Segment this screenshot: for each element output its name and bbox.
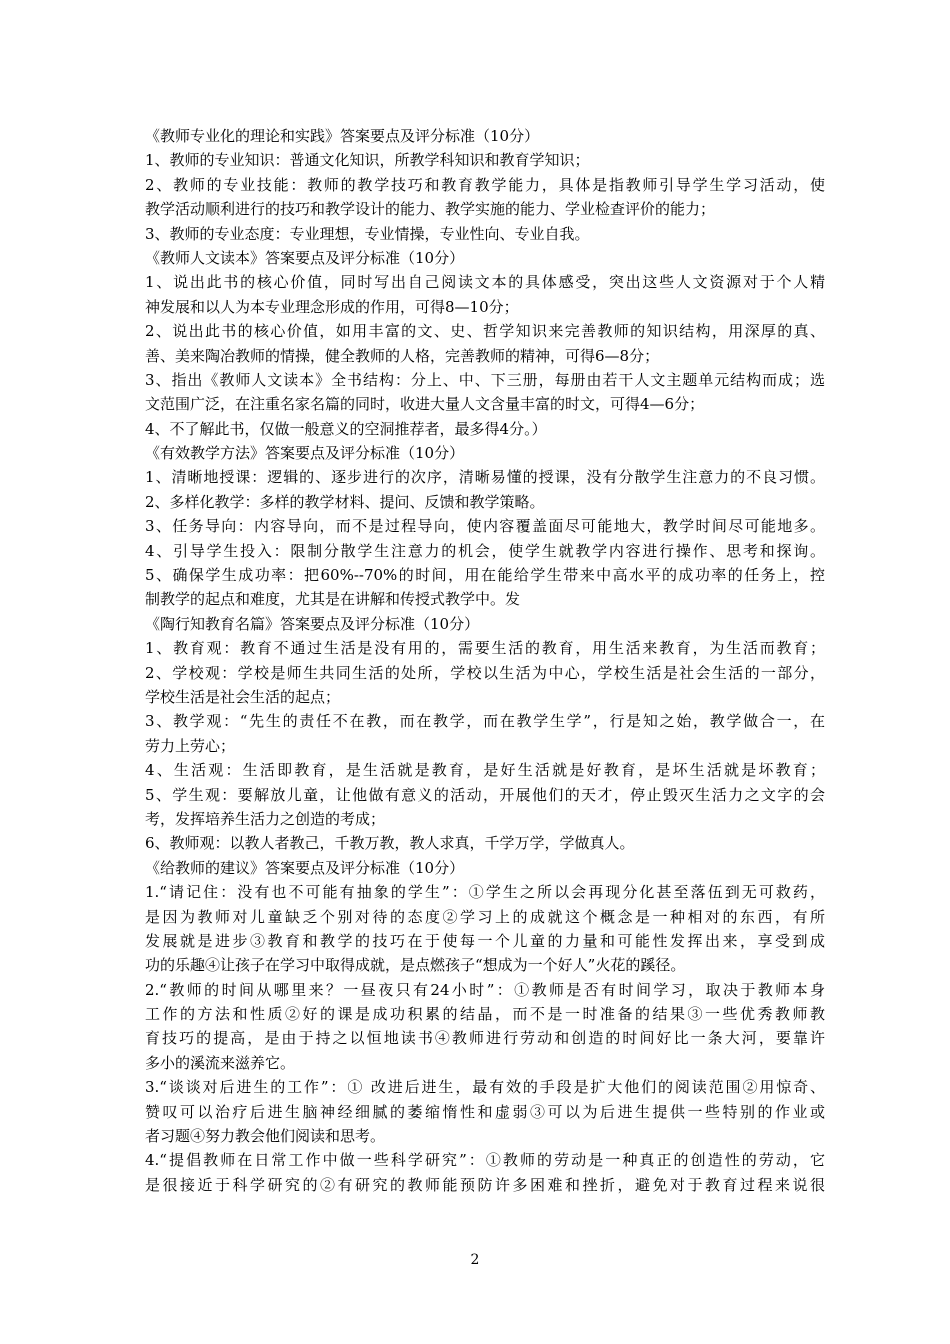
text-line: 神发展和以人为本专业理念形成的作用，可得8—10分； — [145, 297, 519, 316]
text-line: 3、任务导向：内容导向，而不是过程导向，使内容覆盖面尽可能地大，教学时间尽可能地多。 — [145, 517, 825, 536]
text-line: 制教学的起点和难度，尤其是在讲解和传授式教学中。发 — [145, 590, 521, 609]
text-line: 3.“谈谈对后进生的工作”：① 改进后进生，最有效的手段是扩大他们的阅读范围②用惊奇、 — [145, 1078, 825, 1097]
text-line: 功的乐趣④让孩子在学习中取得成就，是点燃孩子“想成为一个好人”火花的蹊径。 — [145, 956, 686, 975]
text-line: 是很接近于科学研究的②有研究的教师能预防许多困难和挫折，避免对于教育过程来说很 — [145, 1175, 825, 1194]
text-line: 多小的溪流来滋养它。 — [145, 1053, 296, 1072]
text-line: 是因为教师对儿童缺乏个别对待的态度②学习上的成就这个概念是一种相对的东西，有所 — [145, 907, 825, 926]
text-line: 1.“请记住：没有也不可能有抽象的学生”：①学生之所以会再现分化甚至落伍到无可救药， — [145, 883, 825, 902]
text-line: 考，发挥培养生活力之创造的考成； — [145, 809, 386, 828]
text-line: 文范围广泛，在注重名家名篇的同时，收进大量人文含量丰富的时文，可得4—6分； — [145, 395, 705, 414]
section-heading: 《教师专业化的理论和实践》答案要点及评分标准（10分） — [145, 127, 540, 145]
text-line: 3、教师的专业态度：专业理想，专业情操，专业性向、专业自我。 — [145, 224, 590, 243]
text-line: 2、学校观：学校是师生共同生活的处所，学校以生活为中心，学校生活是社会生活的一部分， — [145, 663, 825, 682]
text-line: 5、学生观：要解放儿童，让他做有意义的活动，开展他们的天才，停止毁灭生活力之文字的会 — [145, 785, 825, 804]
section-heading: 《有效教学方法》答案要点及评分标准（10分） — [145, 444, 465, 463]
document-body — [145, 124, 825, 1197]
text-line: 4、引导学生投入：限制分散学生注意力的机会，使学生就教学内容进行操作、思考和探询。 — [145, 541, 825, 560]
section-heading: 《教师人文读本》答案要点及评分标准（10分） — [145, 248, 465, 267]
text-line: 4、生活观：生活即教育，是生活就是教育，是好生活就是好教育，是坏生活就是坏教育； — [145, 761, 825, 780]
text-line: 善、美来陶冶教师的情操，健全教师的人格，完善教师的精神，可得6—8分； — [145, 346, 660, 365]
text-line: 2.“教师的时间从哪里来？一昼夜只有24小时”：①教师是否有时间学习，取决于教师本身 — [145, 980, 825, 999]
text-line: 2、多样化教学：多样的教学材料、提问、反馈和教学策略。 — [145, 492, 545, 511]
text-line: 工作的方法和性质②好的课是成功积累的结晶，而不是一时准备的结果③一些优秀教师教 — [145, 1005, 825, 1024]
text-line: 1、说出此书的核心价值，同时写出自己阅读文本的具体感受，突出这些人文资源对于个人精 — [145, 273, 825, 292]
page-number: 2 — [470, 1252, 480, 1268]
text-line: 1、教师的专业知识：普通文化知识，所教学科知识和教育学知识； — [145, 151, 590, 170]
text-line: 者习题④努力教会他们阅读和思考。 — [145, 1127, 386, 1146]
text-line: 2、教师的专业技能：教师的教学技巧和教育教学能力，具体是指教师引导学生学习活动，使 — [145, 175, 825, 194]
section-heading: 《给教师的建议》答案要点及评分标准（10分） — [145, 858, 465, 877]
text-line: 2、说出此书的核心价值，如用丰富的文、史、哲学知识来完善教师的知识结构，用深厚的真、 — [145, 322, 825, 341]
text-line: 教学活动顺利进行的技巧和教学设计的能力、教学实施的能力、学业检查评价的能力； — [145, 200, 716, 219]
text-line: 3、教学观：“先生的责任不在教，而在教学，而在教学生学”，行是知之始，教学做合一，在 — [145, 712, 825, 731]
text-line: 育技巧的提高，是由于持之以恒地读书④教师进行劳动和创造的时间好比一条大河，要靠许 — [145, 1029, 825, 1048]
text-line: 劳力上劳心； — [145, 736, 236, 755]
text-line: 4.“提倡教师在日常工作中做一些科学研究”：①教师的劳动是一种真正的创造性的劳动，它 — [145, 1151, 825, 1170]
text-line: 学校生活是社会生活的起点； — [145, 687, 341, 706]
text-line: 3、指出《教师人文读本》全书结构：分上、中、下三册，每册由若干人文主题单元结构而成；选 — [145, 370, 825, 389]
text-line: 1、教育观：教育不通过生活是没有用的，需要生活的教育，用生活来教育，为生活而教育； — [145, 639, 825, 658]
text-line: 1、清晰地授课：逻辑的、逐步进行的次序，清晰易懂的授课，没有分散学生注意力的不良习惯。 — [145, 468, 825, 487]
text-line: 4、不了解此书，仅做一般意义的空洞推荐者，最多得4分。） — [145, 419, 547, 438]
text-line: 5、确保学生成功率：把60%--70%的时间，用在能给学生带来中高水平的成功率的任务上，控 — [145, 566, 825, 585]
section-heading: 《陶行知教育名篇》答案要点及评分标准（10分） — [145, 614, 480, 633]
text-line: 发展就是进步③教育和教学的技巧在于使每一个儿童的力量和可能性发挥出来，享受到成 — [145, 931, 825, 950]
text-line: 6、教师观：以教人者教己，千教万教，教人求真，千学万学，学做真人。 — [145, 834, 635, 853]
text-line: 赞叹可以治疗后进生脑神经细腻的萎缩惰性和虚弱③可以为后进生提供一些特别的作业或 — [145, 1102, 825, 1121]
